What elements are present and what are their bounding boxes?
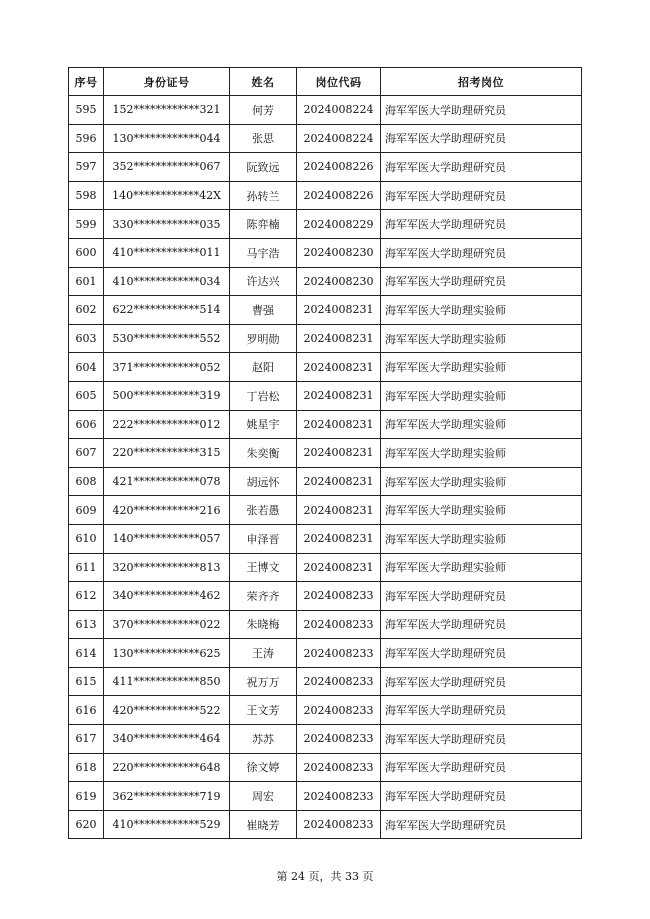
table-row bbox=[69, 238, 582, 267]
cell-position: 海军军医大学助理实验师 bbox=[381, 353, 582, 382]
cell-position: 海军军医大学助理实验师 bbox=[381, 324, 582, 353]
table-row bbox=[69, 324, 582, 353]
cell-index: 610 bbox=[69, 524, 104, 553]
cell-name: 王文芳 bbox=[230, 696, 297, 725]
cell-position-code: 2024008230 bbox=[297, 238, 381, 267]
cell-id-number: 410************034 bbox=[104, 267, 230, 296]
table-body bbox=[69, 96, 582, 839]
cell-name: 张若愚 bbox=[230, 496, 297, 525]
table-row bbox=[69, 553, 582, 582]
cell-index: 603 bbox=[69, 324, 104, 353]
table-row bbox=[69, 381, 582, 410]
cell-position-code: 2024008224 bbox=[297, 124, 381, 153]
cell-position: 海军军医大学助理实验师 bbox=[381, 439, 582, 468]
cell-id-number: 362************719 bbox=[104, 782, 230, 811]
cell-position-code: 2024008231 bbox=[297, 524, 381, 553]
cell-name: 祝万万 bbox=[230, 667, 297, 696]
cell-position-code: 2024008224 bbox=[297, 96, 381, 125]
header-id-number: 身份证号 bbox=[104, 68, 230, 96]
cell-id-number: 622************514 bbox=[104, 296, 230, 325]
cell-position-code: 2024008233 bbox=[297, 782, 381, 811]
cell-name: 曹强 bbox=[230, 296, 297, 325]
cell-id-number: 421************078 bbox=[104, 467, 230, 496]
cell-name: 许达兴 bbox=[230, 267, 297, 296]
cell-position-code: 2024008231 bbox=[297, 467, 381, 496]
cell-name: 苏苏 bbox=[230, 725, 297, 754]
table-row bbox=[69, 210, 582, 239]
cell-name: 陈弈楠 bbox=[230, 210, 297, 239]
cell-id-number: 420************522 bbox=[104, 696, 230, 725]
cell-position-code: 2024008230 bbox=[297, 267, 381, 296]
cell-index: 619 bbox=[69, 782, 104, 811]
cell-index: 620 bbox=[69, 810, 104, 839]
cell-position: 海军军医大学助理实验师 bbox=[381, 296, 582, 325]
cell-id-number: 410************011 bbox=[104, 238, 230, 267]
cell-name: 马宇浩 bbox=[230, 238, 297, 267]
cell-position-code: 2024008231 bbox=[297, 324, 381, 353]
table-row bbox=[69, 667, 582, 696]
cell-position: 海军军医大学助理研究员 bbox=[381, 639, 582, 668]
cell-position: 海军军医大学助理研究员 bbox=[381, 696, 582, 725]
cell-index: 614 bbox=[69, 639, 104, 668]
results-table bbox=[68, 67, 582, 839]
cell-position-code: 2024008231 bbox=[297, 296, 381, 325]
cell-id-number: 140************42X bbox=[104, 181, 230, 210]
cell-position-code: 2024008229 bbox=[297, 210, 381, 239]
cell-name: 王博文 bbox=[230, 553, 297, 582]
cell-id-number: 222************012 bbox=[104, 410, 230, 439]
cell-index: 617 bbox=[69, 725, 104, 754]
cell-position-code: 2024008231 bbox=[297, 553, 381, 582]
cell-name: 徐文婷 bbox=[230, 753, 297, 782]
header-name: 姓名 bbox=[230, 68, 297, 96]
cell-position-code: 2024008233 bbox=[297, 639, 381, 668]
table-row bbox=[69, 696, 582, 725]
cell-name: 赵阳 bbox=[230, 353, 297, 382]
table-row bbox=[69, 582, 582, 611]
cell-name: 何芳 bbox=[230, 96, 297, 125]
cell-position: 海军军医大学助理研究员 bbox=[381, 810, 582, 839]
cell-id-number: 370************022 bbox=[104, 610, 230, 639]
table-row bbox=[69, 353, 582, 382]
cell-position: 海军军医大学助理研究员 bbox=[381, 267, 582, 296]
cell-index: 596 bbox=[69, 124, 104, 153]
cell-position: 海军军医大学助理研究员 bbox=[381, 181, 582, 210]
cell-position-code: 2024008233 bbox=[297, 582, 381, 611]
header-index: 序号 bbox=[69, 68, 104, 96]
cell-name: 朱奕衡 bbox=[230, 439, 297, 468]
cell-name: 崔晓芳 bbox=[230, 810, 297, 839]
cell-position: 海军军医大学助理实验师 bbox=[381, 467, 582, 496]
cell-id-number: 130************044 bbox=[104, 124, 230, 153]
cell-index: 607 bbox=[69, 439, 104, 468]
cell-position: 海军军医大学助理研究员 bbox=[381, 124, 582, 153]
cell-id-number: 320************813 bbox=[104, 553, 230, 582]
cell-name: 丁岩松 bbox=[230, 381, 297, 410]
cell-position-code: 2024008233 bbox=[297, 696, 381, 725]
cell-name: 荣齐齐 bbox=[230, 582, 297, 611]
table-row bbox=[69, 267, 582, 296]
cell-id-number: 140************057 bbox=[104, 524, 230, 553]
cell-name: 阮致远 bbox=[230, 153, 297, 182]
cell-id-number: 411************850 bbox=[104, 667, 230, 696]
cell-position: 海军军医大学助理实验师 bbox=[381, 410, 582, 439]
cell-position-code: 2024008233 bbox=[297, 753, 381, 782]
cell-position: 海军军医大学助理研究员 bbox=[381, 582, 582, 611]
cell-id-number: 330************035 bbox=[104, 210, 230, 239]
page-number: 第 24 页，共 33 页 bbox=[276, 870, 374, 883]
cell-position-code: 2024008233 bbox=[297, 610, 381, 639]
cell-name: 周宏 bbox=[230, 782, 297, 811]
cell-name: 孙转兰 bbox=[230, 181, 297, 210]
table-row bbox=[69, 725, 582, 754]
cell-id-number: 340************464 bbox=[104, 725, 230, 754]
header-position: 招考岗位 bbox=[381, 68, 582, 96]
table-row bbox=[69, 467, 582, 496]
cell-id-number: 371************052 bbox=[104, 353, 230, 382]
cell-position: 海军军医大学助理研究员 bbox=[381, 725, 582, 754]
table-row bbox=[69, 181, 582, 210]
cell-position: 海军军医大学助理研究员 bbox=[381, 96, 582, 125]
results-table-container bbox=[68, 67, 581, 839]
cell-index: 616 bbox=[69, 696, 104, 725]
cell-position: 海军军医大学助理研究员 bbox=[381, 667, 582, 696]
table-row bbox=[69, 524, 582, 553]
cell-index: 597 bbox=[69, 153, 104, 182]
cell-name: 罗明勋 bbox=[230, 324, 297, 353]
cell-name: 朱晓梅 bbox=[230, 610, 297, 639]
cell-index: 611 bbox=[69, 553, 104, 582]
cell-name: 胡远怀 bbox=[230, 467, 297, 496]
cell-id-number: 220************648 bbox=[104, 753, 230, 782]
cell-id-number: 530************552 bbox=[104, 324, 230, 353]
table-row bbox=[69, 753, 582, 782]
cell-position: 海军军医大学助理研究员 bbox=[381, 210, 582, 239]
cell-index: 598 bbox=[69, 181, 104, 210]
table-header bbox=[69, 68, 582, 96]
cell-id-number: 500************319 bbox=[104, 381, 230, 410]
cell-position: 海军军医大学助理研究员 bbox=[381, 782, 582, 811]
cell-name: 王涛 bbox=[230, 639, 297, 668]
cell-position: 海军军医大学助理研究员 bbox=[381, 610, 582, 639]
table-row bbox=[69, 296, 582, 325]
table-row bbox=[69, 96, 582, 125]
cell-id-number: 220************315 bbox=[104, 439, 230, 468]
cell-position-code: 2024008231 bbox=[297, 353, 381, 382]
cell-id-number: 420************216 bbox=[104, 496, 230, 525]
cell-position: 海军军医大学助理研究员 bbox=[381, 153, 582, 182]
cell-name: 张思 bbox=[230, 124, 297, 153]
cell-position-code: 2024008231 bbox=[297, 439, 381, 468]
table-row bbox=[69, 153, 582, 182]
table-row bbox=[69, 439, 582, 468]
cell-name: 姚星宇 bbox=[230, 410, 297, 439]
cell-id-number: 130************625 bbox=[104, 639, 230, 668]
cell-position-code: 2024008233 bbox=[297, 667, 381, 696]
cell-position-code: 2024008233 bbox=[297, 725, 381, 754]
table-row bbox=[69, 496, 582, 525]
cell-position: 海军军医大学助理实验师 bbox=[381, 496, 582, 525]
cell-id-number: 410************529 bbox=[104, 810, 230, 839]
cell-id-number: 152************321 bbox=[104, 96, 230, 125]
cell-id-number: 340************462 bbox=[104, 582, 230, 611]
cell-position: 海军军医大学助理实验师 bbox=[381, 553, 582, 582]
cell-position: 海军军医大学助理实验师 bbox=[381, 381, 582, 410]
table-row bbox=[69, 782, 582, 811]
cell-index: 612 bbox=[69, 582, 104, 611]
cell-position-code: 2024008226 bbox=[297, 153, 381, 182]
cell-index: 605 bbox=[69, 381, 104, 410]
table-row bbox=[69, 610, 582, 639]
cell-index: 600 bbox=[69, 238, 104, 267]
cell-index: 601 bbox=[69, 267, 104, 296]
table-row bbox=[69, 410, 582, 439]
cell-index: 602 bbox=[69, 296, 104, 325]
header-row bbox=[69, 68, 582, 96]
cell-index: 609 bbox=[69, 496, 104, 525]
cell-position-code: 2024008231 bbox=[297, 381, 381, 410]
table-row bbox=[69, 124, 582, 153]
header-position-code: 岗位代码 bbox=[297, 68, 381, 96]
cell-index: 618 bbox=[69, 753, 104, 782]
cell-position-code: 2024008231 bbox=[297, 410, 381, 439]
cell-index: 613 bbox=[69, 610, 104, 639]
cell-position-code: 2024008231 bbox=[297, 496, 381, 525]
cell-position: 海军军医大学助理研究员 bbox=[381, 753, 582, 782]
cell-index: 595 bbox=[69, 96, 104, 125]
cell-position-code: 2024008233 bbox=[297, 810, 381, 839]
table-row bbox=[69, 810, 582, 839]
cell-position: 海军军医大学助理实验师 bbox=[381, 524, 582, 553]
cell-position: 海军军医大学助理研究员 bbox=[381, 238, 582, 267]
cell-index: 599 bbox=[69, 210, 104, 239]
table-row bbox=[69, 639, 582, 668]
cell-name: 申泽晋 bbox=[230, 524, 297, 553]
cell-index: 604 bbox=[69, 353, 104, 382]
cell-index: 615 bbox=[69, 667, 104, 696]
cell-index: 608 bbox=[69, 467, 104, 496]
cell-position-code: 2024008226 bbox=[297, 181, 381, 210]
cell-id-number: 352************067 bbox=[104, 153, 230, 182]
cell-index: 606 bbox=[69, 410, 104, 439]
